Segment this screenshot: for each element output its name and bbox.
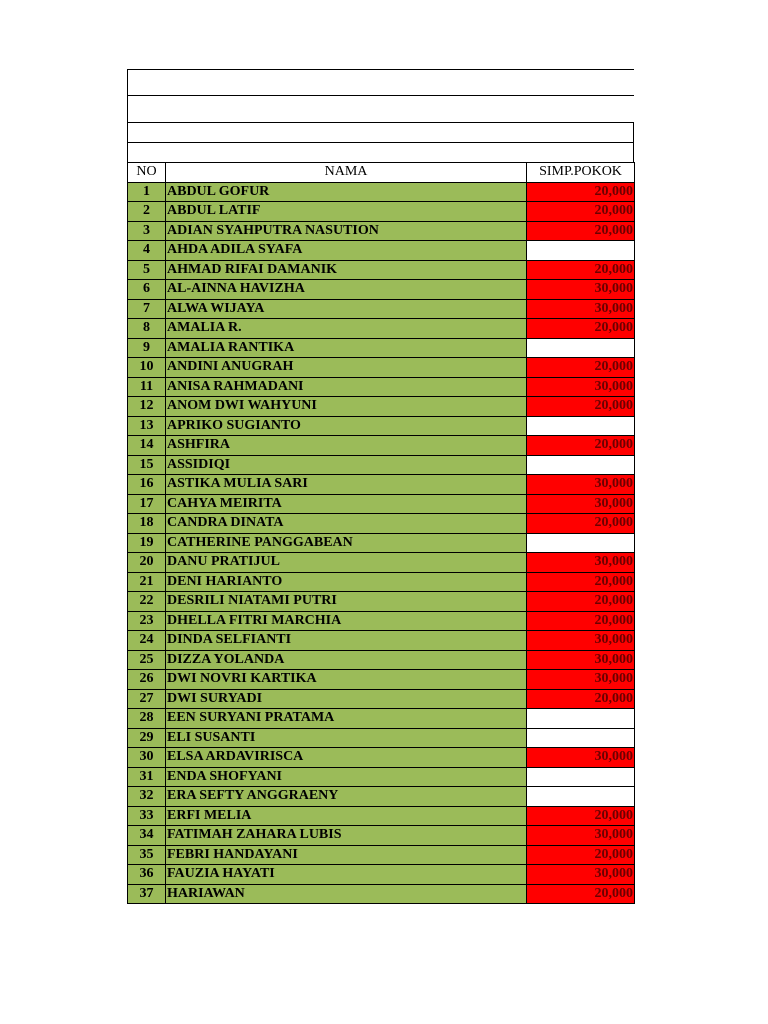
cell-no[interactable]: 37: [128, 884, 166, 904]
cell-no[interactable]: 32: [128, 787, 166, 807]
table-row: [128, 202, 635, 222]
cell-simp-pokok[interactable]: 30,000: [527, 280, 635, 300]
cell-nama[interactable]: ALWA WIJAYA: [166, 299, 527, 319]
cell-nama[interactable]: ERA SEFTY ANGGRAENY: [166, 787, 527, 807]
cell-simp-pokok[interactable]: 20,000: [527, 221, 635, 241]
table-row: [128, 650, 635, 670]
table-body: [128, 182, 635, 904]
cell-no[interactable]: 18: [128, 514, 166, 534]
cell-simp-pokok[interactable]: [527, 455, 635, 475]
cell-nama[interactable]: AHDA ADILA SYAFA: [166, 241, 527, 261]
cell-no[interactable]: 31: [128, 767, 166, 787]
cell-nama[interactable]: CANDRA DINATA: [166, 514, 527, 534]
table-row: [128, 553, 635, 573]
cell-no[interactable]: 22: [128, 592, 166, 612]
cell-no[interactable]: 16: [128, 475, 166, 495]
cell-simp-pokok[interactable]: 20,000: [527, 592, 635, 612]
header-row: [128, 163, 635, 183]
table-row: [128, 592, 635, 612]
cell-nama[interactable]: CATHERINE PANGGABEAN: [166, 533, 527, 553]
header-simp-pokok[interactable]: SIMP.POKOK: [527, 163, 635, 183]
table-row: [128, 748, 635, 768]
member-table: [127, 162, 635, 904]
table-row: [128, 689, 635, 709]
table-row: [128, 787, 635, 807]
table-row: [128, 475, 635, 495]
cell-no[interactable]: 26: [128, 670, 166, 690]
cell-nama[interactable]: APRIKO SUGIANTO: [166, 416, 527, 436]
cell-no[interactable]: 28: [128, 709, 166, 729]
table-row: [128, 436, 635, 456]
cell-nama[interactable]: DENI HARIANTO: [166, 572, 527, 592]
cell-no[interactable]: 20: [128, 553, 166, 573]
cell-nama[interactable]: ERFI MELIA: [166, 806, 527, 826]
cell-simp-pokok[interactable]: 20,000: [527, 572, 635, 592]
cell-no[interactable]: 24: [128, 631, 166, 651]
cell-no[interactable]: 1: [128, 182, 166, 202]
cell-nama[interactable]: ABDUL GOFUR: [166, 182, 527, 202]
cell-nama[interactable]: ELSA ARDAVIRISCA: [166, 748, 527, 768]
table-row: [128, 182, 635, 202]
table-row: [128, 416, 635, 436]
cell-no[interactable]: 30: [128, 748, 166, 768]
cell-nama[interactable]: ANISA RAHMADANI: [166, 377, 527, 397]
table-row: [128, 845, 635, 865]
table-row: [128, 494, 635, 514]
table-row: [128, 884, 635, 904]
cell-nama[interactable]: AL-AINNA HAVIZHA: [166, 280, 527, 300]
table-row: [128, 631, 635, 651]
cell-simp-pokok[interactable]: 30,000: [527, 494, 635, 514]
cell-simp-pokok[interactable]: 20,000: [527, 319, 635, 339]
cell-simp-pokok[interactable]: 30,000: [527, 377, 635, 397]
cell-simp-pokok[interactable]: 30,000: [527, 748, 635, 768]
cell-no[interactable]: 35: [128, 845, 166, 865]
table-row: [128, 319, 635, 339]
cell-no[interactable]: 2: [128, 202, 166, 222]
cell-nama[interactable]: ENDA SHOFYANI: [166, 767, 527, 787]
cell-simp-pokok[interactable]: 20,000: [527, 514, 635, 534]
table-row: [128, 299, 635, 319]
cell-simp-pokok[interactable]: 30,000: [527, 865, 635, 885]
cell-no[interactable]: 21: [128, 572, 166, 592]
cell-no[interactable]: 11: [128, 377, 166, 397]
table-row: [128, 767, 635, 787]
cell-simp-pokok[interactable]: [527, 767, 635, 787]
cell-simp-pokok[interactable]: 30,000: [527, 553, 635, 573]
cell-nama[interactable]: FEBRI HANDAYANI: [166, 845, 527, 865]
cell-no[interactable]: 3: [128, 221, 166, 241]
table-row: [128, 806, 635, 826]
cell-simp-pokok[interactable]: [527, 709, 635, 729]
cell-simp-pokok[interactable]: 20,000: [527, 845, 635, 865]
cell-nama[interactable]: DINDA SELFIANTI: [166, 631, 527, 651]
cell-no[interactable]: 13: [128, 416, 166, 436]
cell-nama[interactable]: FAUZIA HAYATI: [166, 865, 527, 885]
cell-nama[interactable]: FATIMAH ZAHARA LUBIS: [166, 826, 527, 846]
table-row: [128, 455, 635, 475]
cell-simp-pokok[interactable]: 20,000: [527, 182, 635, 202]
cell-no[interactable]: 5: [128, 260, 166, 280]
spreadsheet: [127, 69, 634, 904]
table-row: [128, 280, 635, 300]
blank-row-3[interactable]: [127, 122, 634, 142]
cell-nama[interactable]: ADIAN SYAHPUTRA NASUTION: [166, 221, 527, 241]
cell-nama[interactable]: CAHYA MEIRITA: [166, 494, 527, 514]
cell-no[interactable]: 17: [128, 494, 166, 514]
cell-nama[interactable]: DHELLA FITRI MARCHIA: [166, 611, 527, 631]
cell-simp-pokok[interactable]: [527, 728, 635, 748]
cell-nama[interactable]: ABDUL LATIF: [166, 202, 527, 222]
cell-no[interactable]: 33: [128, 806, 166, 826]
cell-nama[interactable]: ASTIKA MULIA SARI: [166, 475, 527, 495]
cell-simp-pokok[interactable]: 30,000: [527, 631, 635, 651]
blank-row-4[interactable]: [127, 142, 634, 162]
cell-nama[interactable]: DESRILI NIATAMI PUTRI: [166, 592, 527, 612]
cell-no[interactable]: 36: [128, 865, 166, 885]
cell-nama[interactable]: DIZZA YOLANDA: [166, 650, 527, 670]
cell-no[interactable]: 29: [128, 728, 166, 748]
table-row: [128, 611, 635, 631]
cell-simp-pokok[interactable]: 20,000: [527, 260, 635, 280]
cell-no[interactable]: 6: [128, 280, 166, 300]
cell-simp-pokok[interactable]: 20,000: [527, 202, 635, 222]
cell-no[interactable]: 19: [128, 533, 166, 553]
table-row: [128, 338, 635, 358]
cell-no[interactable]: 25: [128, 650, 166, 670]
table-row: [128, 260, 635, 280]
cell-nama[interactable]: DWI NOVRI KARTIKA: [166, 670, 527, 690]
cell-no[interactable]: 23: [128, 611, 166, 631]
cell-simp-pokok[interactable]: 30,000: [527, 475, 635, 495]
cell-nama[interactable]: AHMAD RIFAI DAMANIK: [166, 260, 527, 280]
cell-simp-pokok[interactable]: 20,000: [527, 806, 635, 826]
cell-simp-pokok[interactable]: 20,000: [527, 611, 635, 631]
table-row: [128, 709, 635, 729]
blank-row-2[interactable]: [127, 95, 634, 122]
table-row: [128, 514, 635, 534]
cell-no[interactable]: 10: [128, 358, 166, 378]
cell-simp-pokok[interactable]: 20,000: [527, 884, 635, 904]
table-row: [128, 865, 635, 885]
cell-nama[interactable]: ANDINI ANUGRAH: [166, 358, 527, 378]
cell-simp-pokok[interactable]: 20,000: [527, 397, 635, 417]
cell-nama[interactable]: DANU PRATIJUL: [166, 553, 527, 573]
blank-row-1[interactable]: [127, 69, 634, 95]
cell-simp-pokok[interactable]: 30,000: [527, 299, 635, 319]
cell-no[interactable]: 34: [128, 826, 166, 846]
cell-no[interactable]: 4: [128, 241, 166, 261]
cell-nama[interactable]: ASSIDIQI: [166, 455, 527, 475]
table-row: [128, 377, 635, 397]
table-row: [128, 728, 635, 748]
cell-nama[interactable]: ASHFIRA: [166, 436, 527, 456]
table-row: [128, 221, 635, 241]
cell-simp-pokok[interactable]: [527, 787, 635, 807]
cell-no[interactable]: 12: [128, 397, 166, 417]
table-row: [128, 358, 635, 378]
cell-simp-pokok[interactable]: 30,000: [527, 826, 635, 846]
cell-no[interactable]: 7: [128, 299, 166, 319]
table-row: [128, 826, 635, 846]
header-no[interactable]: NO: [128, 163, 166, 183]
cell-nama[interactable]: HARIAWAN: [166, 884, 527, 904]
cell-simp-pokok[interactable]: 30,000: [527, 650, 635, 670]
cell-no[interactable]: 14: [128, 436, 166, 456]
cell-simp-pokok[interactable]: [527, 338, 635, 358]
table-row: [128, 670, 635, 690]
cell-simp-pokok[interactable]: [527, 533, 635, 553]
cell-simp-pokok[interactable]: [527, 416, 635, 436]
cell-nama[interactable]: AMALIA R.: [166, 319, 527, 339]
cell-no[interactable]: 27: [128, 689, 166, 709]
cell-simp-pokok[interactable]: 30,000: [527, 670, 635, 690]
cell-simp-pokok[interactable]: [527, 241, 635, 261]
cell-no[interactable]: 8: [128, 319, 166, 339]
table-row: [128, 572, 635, 592]
cell-simp-pokok[interactable]: 20,000: [527, 436, 635, 456]
cell-nama[interactable]: AMALIA RANTIKA: [166, 338, 527, 358]
cell-no[interactable]: 15: [128, 455, 166, 475]
table-row: [128, 533, 635, 553]
cell-nama[interactable]: ELI SUSANTI: [166, 728, 527, 748]
cell-nama[interactable]: EEN SURYANI PRATAMA: [166, 709, 527, 729]
cell-nama[interactable]: ANOM DWI WAHYUNI: [166, 397, 527, 417]
cell-simp-pokok[interactable]: 20,000: [527, 358, 635, 378]
cell-simp-pokok[interactable]: 20,000: [527, 689, 635, 709]
header-nama[interactable]: NAMA: [166, 163, 527, 183]
cell-no[interactable]: 9: [128, 338, 166, 358]
table-row: [128, 397, 635, 417]
cell-nama[interactable]: DWI SURYADI: [166, 689, 527, 709]
table-row: [128, 241, 635, 261]
